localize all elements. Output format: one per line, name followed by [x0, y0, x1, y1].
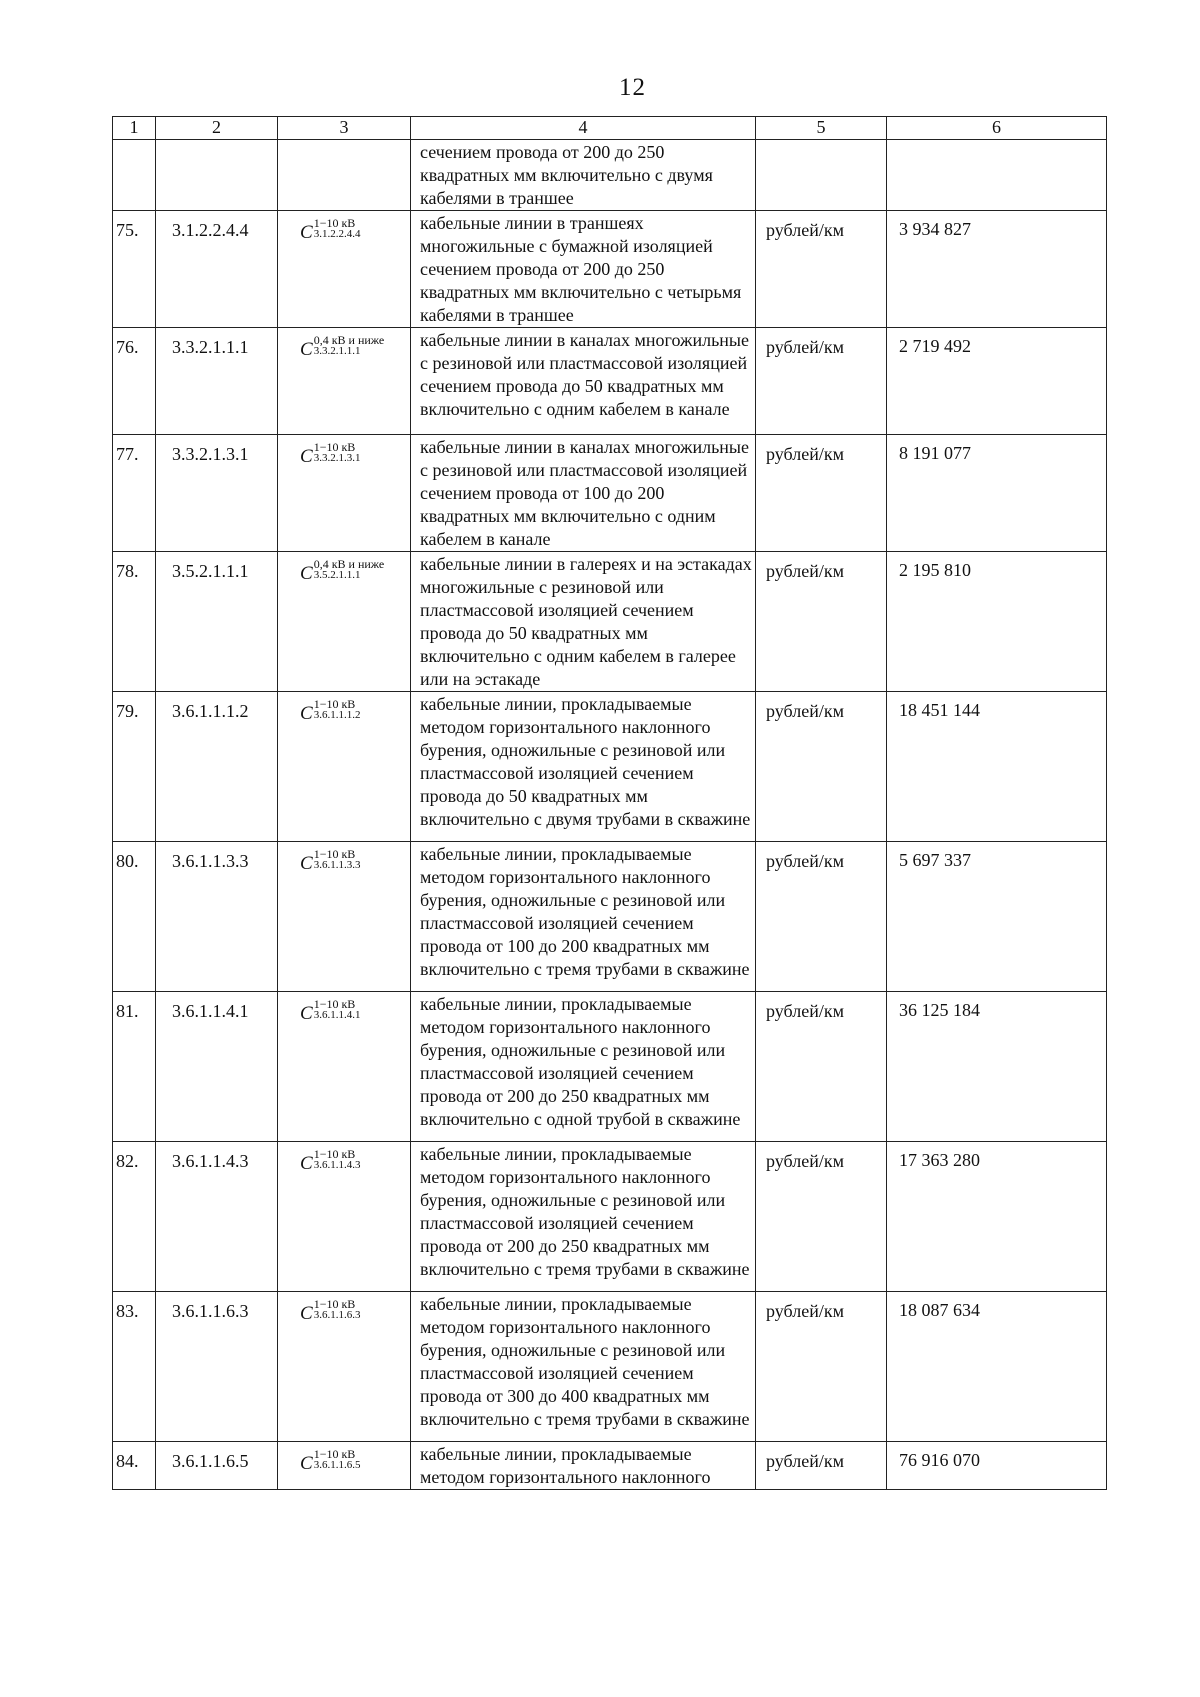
- price: 3 934 827: [887, 211, 1107, 328]
- rate-symbol: [300, 217, 360, 245]
- line-description: кабельные линии в каналах многожильные с резиновой или пластмассовой изоляцией сечением провода от 100 до 200 квадратных мм включительно с одним кабелем в канале: [411, 435, 756, 552]
- row-number: 79.: [113, 692, 156, 842]
- rate-symbol-letter: C: [300, 1003, 313, 1024]
- rate-symbol-letter: C: [300, 1153, 313, 1174]
- rate-symbol-code: 3.6.1.1.6.5: [313, 1459, 361, 1471]
- rate-symbol-code: 3.6.1.1.4.3: [313, 1159, 361, 1171]
- rate-symbol-code: 3.3.2.1.1.1: [313, 345, 361, 357]
- rate-symbol: [300, 334, 384, 362]
- unit: рублей/км: [756, 328, 887, 435]
- line-description: кабельные линии в траншеях многожильные с бумажной изоляцией сечением провода от 200 до 250 квадратных мм включительно с четырьмя кабелями в траншее: [411, 211, 756, 328]
- rate-symbol-code: 3.3.2.1.3.1: [313, 452, 361, 464]
- rate-symbol: [300, 848, 360, 876]
- rate-symbol-cell: [278, 1142, 411, 1292]
- rates-table: [112, 116, 1107, 1490]
- line-description: кабельные линии, прокладываемые методом горизонтального наклонного: [411, 1442, 756, 1490]
- rate-code: [156, 140, 278, 211]
- line-description: кабельные линии, прокладываемые методом горизонтального наклонного бурения, одножильные с резиновой или пластмассовой изоляцией сечением провода от 100 до 200 квадратных мм включительно с тремя трубами в скважине: [411, 842, 756, 992]
- column-header: 3: [278, 117, 411, 140]
- rate-code: 3.5.2.1.1.1: [156, 552, 278, 692]
- rate-code: 3.1.2.2.4.4: [156, 211, 278, 328]
- rate-code: 3.3.2.1.1.1: [156, 328, 278, 435]
- table-body: [113, 140, 1107, 1490]
- row-number: 83.: [113, 1292, 156, 1442]
- unit: рублей/км: [756, 211, 887, 328]
- row-number: 75.: [113, 211, 156, 328]
- table-row: [113, 992, 1107, 1142]
- rate-symbol: [300, 558, 384, 586]
- rate-symbol-cell: [278, 842, 411, 992]
- unit: рублей/км: [756, 435, 887, 552]
- table-row: [113, 435, 1107, 552]
- rate-symbol-voltage: 1−10 кВ: [313, 847, 356, 861]
- table-row: [113, 842, 1107, 992]
- page-number: 12: [619, 74, 646, 101]
- unit: рублей/км: [756, 692, 887, 842]
- rate-symbol-code: 3.1.2.2.4.4: [313, 228, 361, 240]
- rate-symbol-voltage: 1−10 кВ: [313, 216, 356, 230]
- rate-symbol-letter: C: [300, 222, 313, 243]
- price: 2 195 810: [887, 552, 1107, 692]
- rate-symbol-letter: C: [300, 339, 313, 360]
- rate-symbol-letter: C: [300, 1453, 313, 1474]
- line-description: кабельные линии, прокладываемые методом горизонтального наклонного бурения, одножильные с резиновой или пластмассовой изоляцией сечением провода от 200 до 250 квадратных мм включительно с тремя трубами в скважине: [411, 1142, 756, 1292]
- line-description: кабельные линии, прокладываемые методом горизонтального наклонного бурения, одножильные с резиновой или пластмассовой изоляцией сечением провода до 50 квадратных мм включительно с двумя трубами в скважине: [411, 692, 756, 842]
- rate-symbol-cell: [278, 435, 411, 552]
- table-row: [113, 140, 1107, 211]
- table-row: [113, 211, 1107, 328]
- rate-symbol-code: 3.6.1.1.3.3: [313, 859, 361, 871]
- line-description: кабельные линии в галереях и на эстакадах многожильные с резиновой или пластмассовой изоляцией сечением провода до 50 квадратных мм включительно с одним кабелем в галерее или на эстакаде: [411, 552, 756, 692]
- column-header: 6: [887, 117, 1107, 140]
- price: 17 363 280: [887, 1142, 1107, 1292]
- rate-symbol-voltage: 1−10 кВ: [313, 440, 356, 454]
- price: 36 125 184: [887, 992, 1107, 1142]
- line-description: кабельные линии, прокладываемые методом горизонтального наклонного бурения, одножильные с резиновой или пластмассовой изоляцией сечением провода от 200 до 250 квадратных мм включительно с одной трубой в скважине: [411, 992, 756, 1142]
- rate-symbol-letter: C: [300, 703, 313, 724]
- rate-code: 3.6.1.1.4.1: [156, 992, 278, 1142]
- rate-symbol-letter: C: [300, 1303, 313, 1324]
- rate-symbol-cell: [278, 1442, 411, 1490]
- rate-symbol-code: 3.5.2.1.1.1: [313, 569, 361, 581]
- rate-symbol: [300, 998, 360, 1026]
- rate-code: 3.6.1.1.1.2: [156, 692, 278, 842]
- unit: рублей/км: [756, 992, 887, 1142]
- rate-symbol-voltage: 1−10 кВ: [313, 697, 356, 711]
- rate-code: 3.6.1.1.6.3: [156, 1292, 278, 1442]
- row-number: 77.: [113, 435, 156, 552]
- row-number: 80.: [113, 842, 156, 992]
- rate-symbol: [300, 698, 360, 726]
- rate-symbol: [300, 441, 360, 469]
- rate-symbol-code: 3.6.1.1.1.2: [313, 709, 361, 721]
- rate-symbol-letter: C: [300, 853, 313, 874]
- rate-symbol-cell: [278, 211, 411, 328]
- table-row: [113, 552, 1107, 692]
- column-header: 5: [756, 117, 887, 140]
- row-number: 78.: [113, 552, 156, 692]
- rate-symbol-cell: [278, 1292, 411, 1442]
- rate-symbol-letter: C: [300, 563, 313, 584]
- rate-symbol: [300, 1448, 360, 1476]
- line-description: сечением провода от 200 до 250 квадратных мм включительно с двумя кабелями в траншее: [411, 140, 756, 211]
- unit: рублей/км: [756, 842, 887, 992]
- rate-symbol-code: 3.6.1.1.6.3: [313, 1309, 361, 1321]
- price: 2 719 492: [887, 328, 1107, 435]
- rate-symbol-voltage: 1−10 кВ: [313, 1147, 356, 1161]
- rate-symbol-letter: C: [300, 446, 313, 467]
- unit: рублей/км: [756, 1442, 887, 1490]
- line-description: кабельные линии, прокладываемые методом горизонтального наклонного бурения, одножильные с резиновой или пластмассовой изоляцией сечением провода от 300 до 400 квадратных мм включительно с тремя трубами в скважине: [411, 1292, 756, 1442]
- column-header: 1: [113, 117, 156, 140]
- column-header: 4: [411, 117, 756, 140]
- price: 8 191 077: [887, 435, 1107, 552]
- row-number: 81.: [113, 992, 156, 1142]
- rate-symbol-voltage: 1−10 кВ: [313, 1447, 356, 1461]
- rate-symbol: [300, 1148, 360, 1176]
- table-row: [113, 1142, 1107, 1292]
- table-row: [113, 1442, 1107, 1490]
- rate-code: 3.3.2.1.3.1: [156, 435, 278, 552]
- rate-symbol-voltage: 1−10 кВ: [313, 997, 356, 1011]
- rate-code: 3.6.1.1.6.5: [156, 1442, 278, 1490]
- price: 18 087 634: [887, 1292, 1107, 1442]
- rate-symbol-voltage: 1−10 кВ: [313, 1297, 356, 1311]
- row-number: [113, 140, 156, 211]
- rate-symbol-cell: [278, 552, 411, 692]
- unit: рублей/км: [756, 1142, 887, 1292]
- unit: рублей/км: [756, 552, 887, 692]
- row-number: 84.: [113, 1442, 156, 1490]
- price: [887, 140, 1107, 211]
- table-row: [113, 1292, 1107, 1442]
- rate-symbol-voltage: 0,4 кВ и ниже: [313, 557, 385, 571]
- rate-symbol-cell: [278, 140, 411, 211]
- line-description: кабельные линии в каналах многожильные с резиновой или пластмассовой изоляцией сечением провода до 50 квадратных мм включительно с одним кабелем в канале: [411, 328, 756, 435]
- rate-code: 3.6.1.1.3.3: [156, 842, 278, 992]
- row-number: 82.: [113, 1142, 156, 1292]
- rate-symbol-voltage: 0,4 кВ и ниже: [313, 333, 385, 347]
- rate-symbol-cell: [278, 692, 411, 842]
- price: 76 916 070: [887, 1442, 1107, 1490]
- rate-code: 3.6.1.1.4.3: [156, 1142, 278, 1292]
- column-header: 2: [156, 117, 278, 140]
- rate-symbol-cell: [278, 992, 411, 1142]
- table-row: [113, 692, 1107, 842]
- table-row: [113, 328, 1107, 435]
- rate-symbol-cell: [278, 328, 411, 435]
- unit: рублей/км: [756, 1292, 887, 1442]
- price: 5 697 337: [887, 842, 1107, 992]
- price: 18 451 144: [887, 692, 1107, 842]
- rate-symbol: [300, 1298, 360, 1326]
- rate-symbol-code: 3.6.1.1.4.1: [313, 1009, 361, 1021]
- row-number: 76.: [113, 328, 156, 435]
- unit: [756, 140, 887, 211]
- table-header-row: [113, 117, 1107, 140]
